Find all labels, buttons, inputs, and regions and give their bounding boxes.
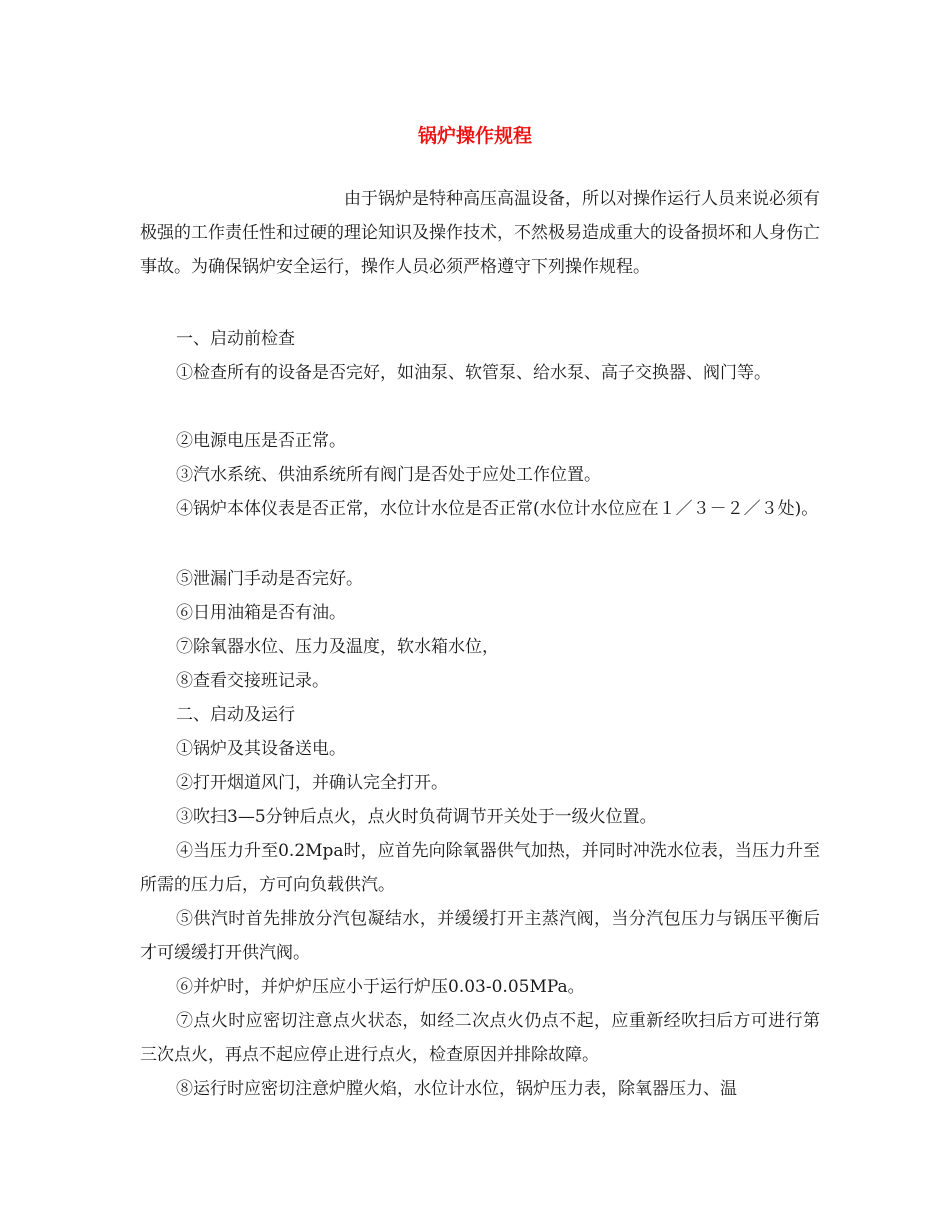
list-item: ⑦除氧器水位、压力及温度，软水箱水位，: [176, 637, 499, 657]
list-item: ⑧运行时应密切注意炉膛火焰，水位计水位，锅炉压力表，除氧器压力、温: [176, 1079, 737, 1099]
list-item: ④锅炉本体仪表是否正常，水位计水位是否正常(水位计水位应在１／３－２／３处)。: [176, 499, 819, 519]
list-item: ②打开烟道风门，并确认完全打开。: [176, 773, 448, 793]
list-item: ③汽水系统、供油系统所有阀门是否处于应处工作位置。: [176, 465, 601, 485]
list-item: ①锅炉及其设备送电。: [176, 739, 346, 759]
list-item: ⑦点火时应密切注意点火状态，如经二次点火仍点不起，应重新经吹扫后方可进行第三次点火，再点不起应停止进行点火，检查原因并排除故障。: [140, 1011, 820, 1065]
list-item: ①检查所有的设备是否完好，如油泵、软管泵、给水泵、高子交换器、阀门等。: [176, 363, 771, 383]
list-item: ⑤供汽时首先排放分汽包凝结水，并缓缓打开主蒸汽阀，当分汽包压力与锅压平衡后才可缓缓打开供汽阀。: [140, 909, 820, 963]
list-item: ③吹扫3—5分钟后点火，点火时负荷调节开关处于一级火位置。: [176, 807, 657, 827]
section-heading-2: 二、启动及运行: [176, 705, 295, 725]
list-item: ⑤泄漏门手动是否完好。: [176, 569, 363, 589]
list-item: ④当压力升至0.2Mpa时，应首先向除氧器供气加热，并同时冲洗水位表，当压力升至所需的压力后，方可向负载供汽。: [140, 841, 820, 895]
list-item: ②电源电压是否正常。: [176, 431, 346, 451]
section-heading-1: 一、启动前检查: [176, 329, 295, 349]
intro-paragraph: 由于锅炉是特种高压高温设备，所以对操作运行人员来说必须有极强的工作责任性和过硬的理论知识及操作技术，不然极易造成重大的设备损坏和人身伤亡事故。为确保锅炉安全运行，操作人员必须严格遵守下列操作规程。: [140, 189, 820, 277]
document-title: 锅炉操作规程: [417, 125, 532, 147]
list-item: ⑥并炉时，并炉炉压应小于运行炉压0.03-0.05MPa。: [176, 977, 585, 997]
list-item: ⑥日用油箱是否有油。: [176, 603, 346, 623]
list-item: ⑧查看交接班记录。: [176, 671, 329, 691]
